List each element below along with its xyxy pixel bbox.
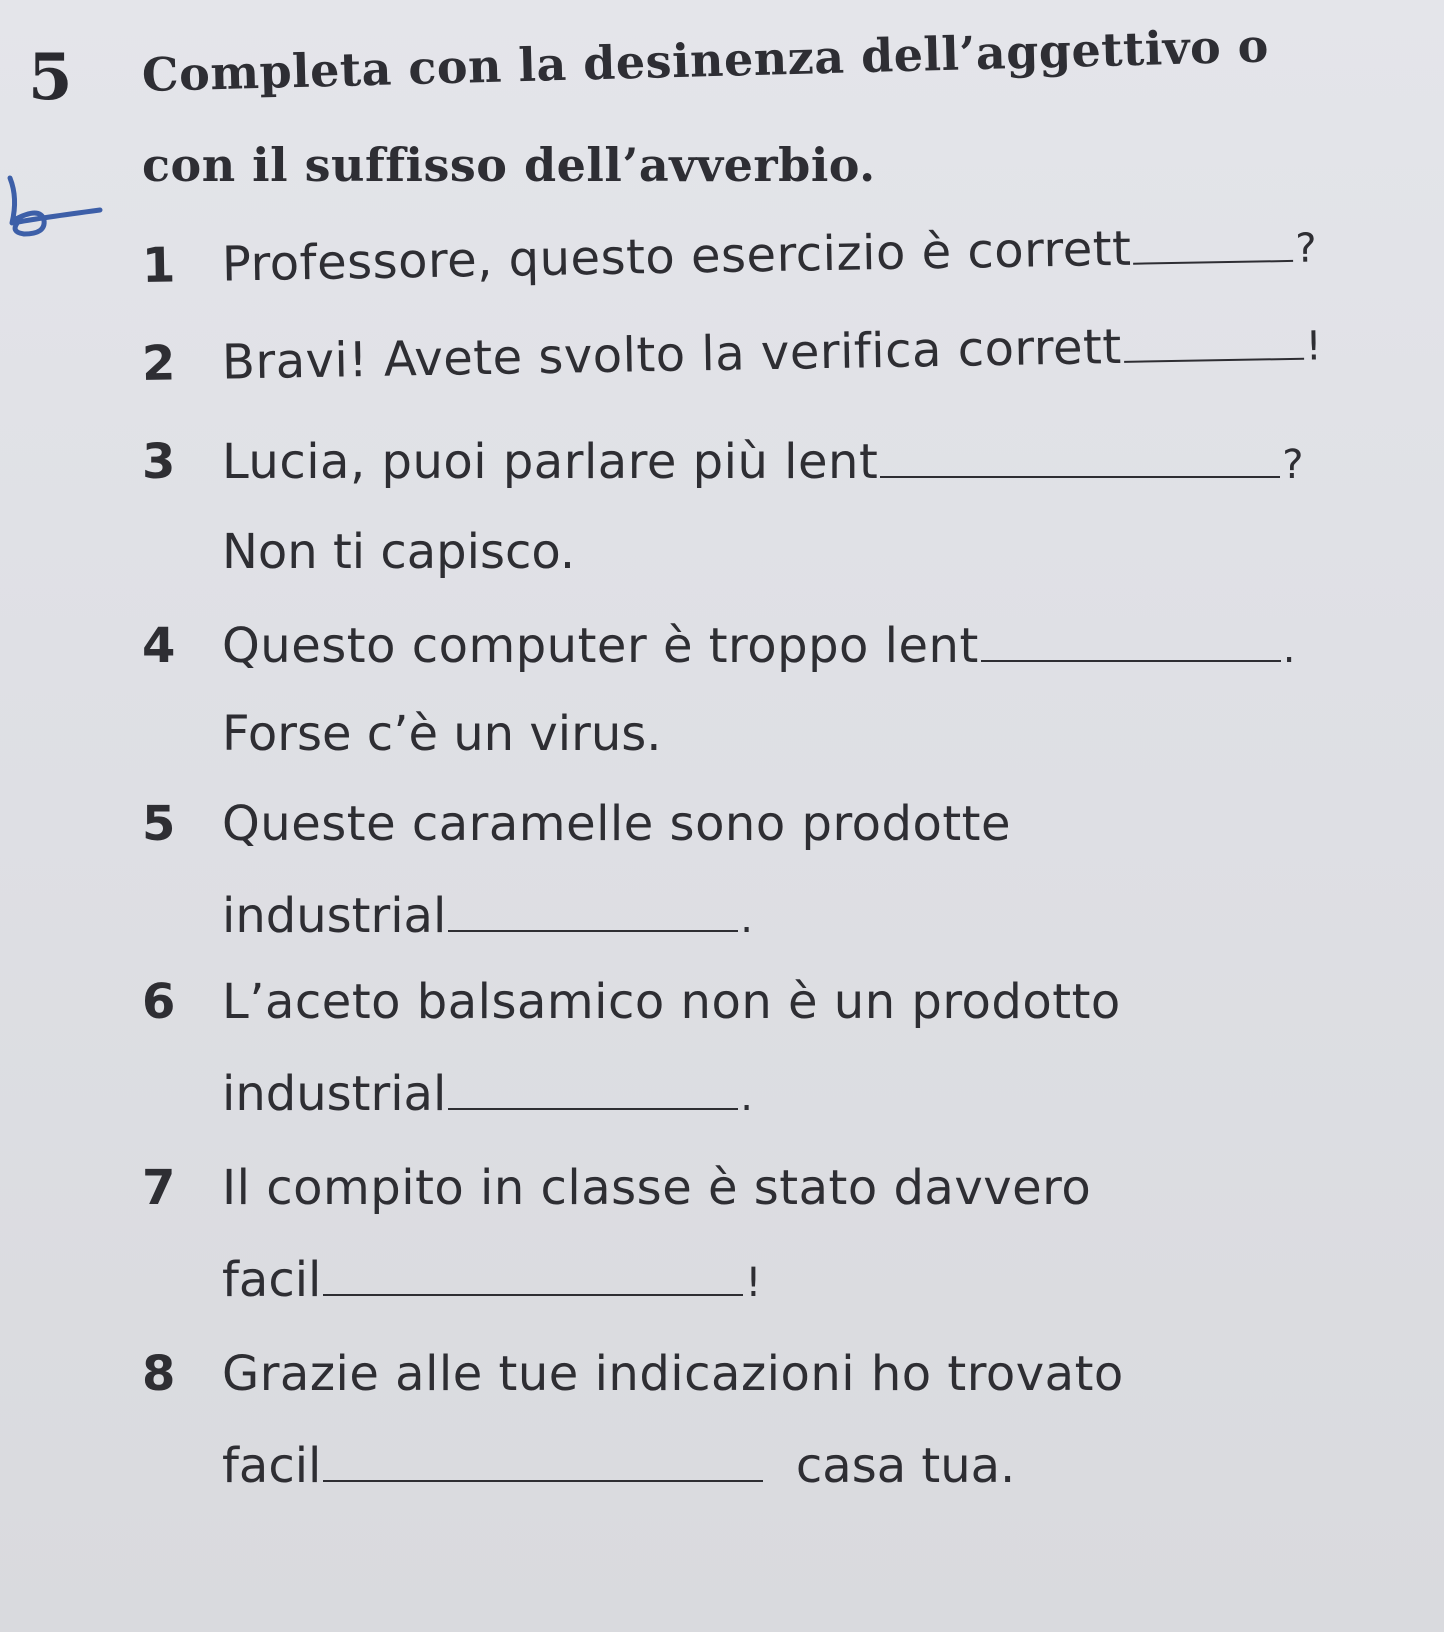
item-continuation (222, 1250, 761, 1308)
list-item (142, 432, 1304, 490)
item-number: 1 (141, 237, 177, 294)
item-text: facil (222, 1252, 322, 1308)
item-number: 2 (141, 335, 177, 392)
exercise-number: 5 (28, 40, 73, 115)
item-text: facil (222, 1438, 322, 1494)
item-text: Il compito in classe è stato davvero (222, 1160, 1092, 1216)
answer-blank[interactable] (323, 1436, 763, 1482)
item-number: 3 (142, 434, 176, 490)
exercise-instruction-line-1: Completa con la desinenza dell’aggettivo o (141, 18, 1270, 102)
answer-blank[interactable] (1133, 216, 1294, 265)
answer-blank[interactable] (448, 886, 738, 932)
item-punctuation: ? (1294, 225, 1318, 272)
item-punctuation: ? (1282, 442, 1304, 488)
item-number: 6 (142, 974, 176, 1030)
item-punctuation: ! (745, 1260, 762, 1306)
item-continuation (222, 1436, 1015, 1494)
list-item (142, 796, 1011, 852)
item-punctuation: . (1282, 626, 1296, 672)
item-text: Queste caramelle sono prodotte (222, 796, 1011, 852)
answer-blank[interactable] (323, 1250, 743, 1296)
exercise-instruction-line-2: con il suffisso dell’avverbio. (142, 138, 876, 192)
item-punctuation: ! (1305, 323, 1323, 370)
item-continuation: Forse c’è un virus. (222, 706, 662, 762)
item-number: 7 (142, 1160, 176, 1216)
item-number: 8 (142, 1346, 176, 1402)
answer-blank[interactable] (981, 616, 1281, 662)
item-number: 5 (142, 796, 176, 852)
list-item (142, 1346, 1124, 1402)
item-punctuation: . (740, 896, 754, 942)
list-item (142, 1160, 1091, 1216)
item-text: Lucia, puoi parlare più lent (222, 434, 879, 490)
item-text: L’aceto balsamico non è un prodotto (222, 974, 1121, 1030)
list-item (141, 313, 1322, 392)
handwritten-pen-mark (0, 168, 130, 268)
item-text-after: casa tua. (795, 1438, 1016, 1494)
item-continuation (222, 1064, 753, 1122)
item-number: 4 (142, 618, 176, 674)
item-punctuation: . (740, 1074, 754, 1120)
answer-blank[interactable] (448, 1064, 738, 1110)
item-text: Questo computer è troppo lent (222, 618, 979, 674)
item-text: Bravi! Avete svolto la verifica corrett (221, 318, 1123, 391)
item-text: industrial (222, 1066, 447, 1122)
answer-blank[interactable] (1123, 314, 1304, 363)
answer-blank[interactable] (880, 432, 1280, 478)
list-item (142, 616, 1296, 674)
item-text: Professore, questo esercizio è corrett (221, 220, 1132, 293)
item-continuation (222, 886, 753, 944)
list-item (141, 215, 1317, 294)
item-text: industrial (222, 888, 447, 944)
item-text: Grazie alle tue indicazioni ho trovato (222, 1346, 1124, 1402)
list-item (142, 974, 1121, 1030)
item-continuation: Non ti capisco. (222, 524, 576, 580)
